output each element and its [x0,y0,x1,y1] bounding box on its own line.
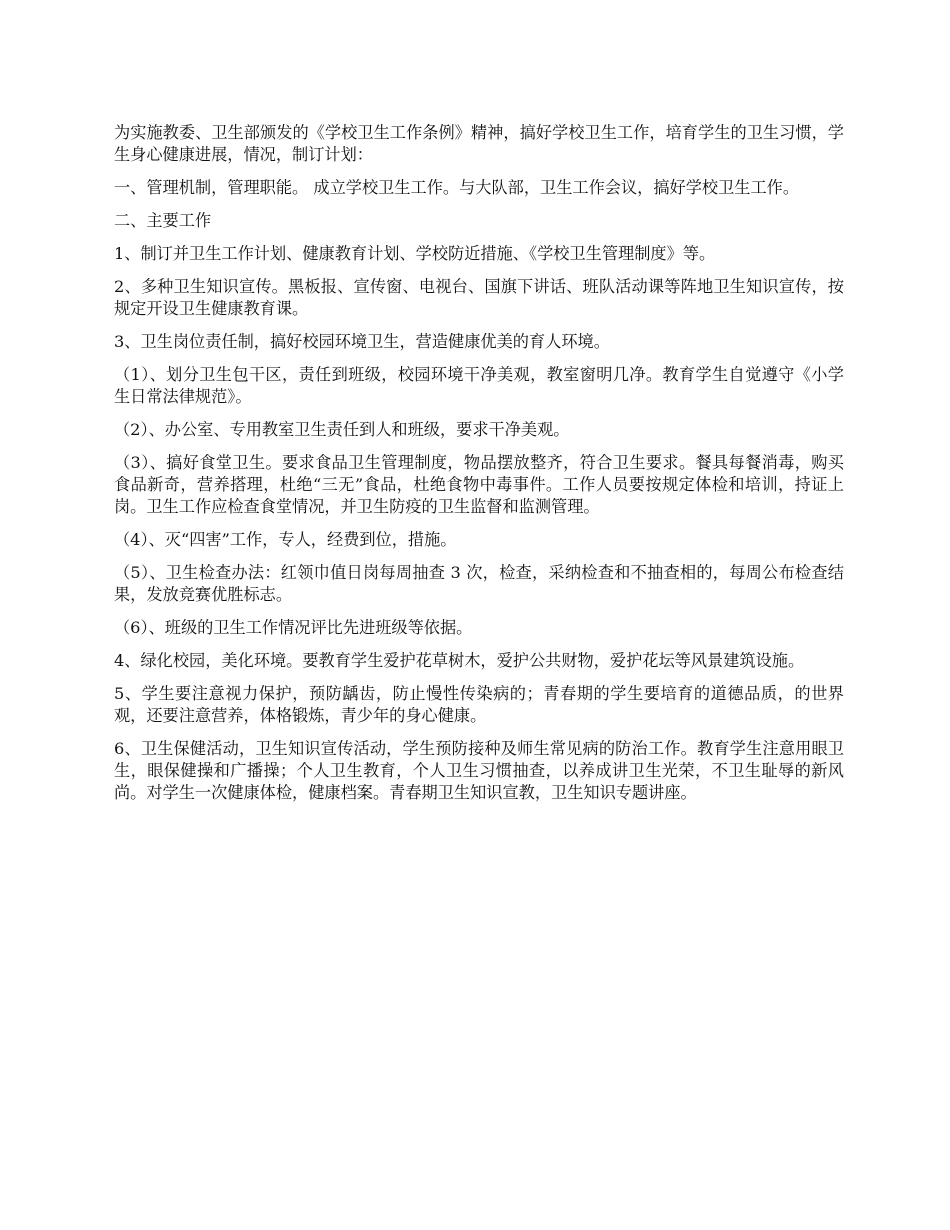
intro-paragraph: 为实施教委、卫生部颁发的《学校卫生工作条例》精神，搞好学校卫生工作，培育学生的卫生习惯，学生身心健康进展，情况，制订计划： [114,123,844,164]
item-5-paragraph: 5、学生要注意视力保护，预防龋齿，防止慢性传染病的；青春期的学生要培育的道德品质，的世界观，还要注意营养，体格锻炼，青少年的身心健康。 [114,684,844,725]
subitem-2-paragraph: （2）、办公室、专用教室卫生责任到人和班级，要求干净美观。 [114,420,570,439]
document-body [114,122,844,815]
subitem-5-paragraph: （5）、卫生检查办法：红领巾值日岗每周抽查 3 次，检查，采纳检查和不抽查相的，每周公布检查结果，发放竞赛优胜标志。 [114,563,844,604]
subitem-4-paragraph: （4）、灭“四害”工作，专人，经费到位，措施。 [114,530,457,549]
item-2-paragraph: 2、多种卫生知识宣传。黑板报、宣传窗、电视台、国旗下讲话、班队活动课等阵地卫生知识宣传，按规定开设卫生健康教育课。 [114,277,844,318]
subitem-3-paragraph: （3）、搞好食堂卫生。要求食品卫生管理制度，物品摆放整齐，符合卫生要求。餐具每餐消毒，购买食品新奇，营养搭理，杜绝“三无”食品，杜绝食物中毒事件。工作人员要按规定体检和培训，持证上岗。卫生工作应检查食堂情况，并卫生防疫的卫生监督和监测管理。 [114,453,844,516]
item-1-paragraph: 1、制订并卫生工作计划、健康教育计划、学校防近措施、《学校卫生管理制度》等。 [114,244,716,263]
item-6-paragraph: 6、卫生保健活动，卫生知识宣传活动，学生预防接种及师生常见病的防治工作。教育学生注意用眼卫生，眼保健操和广播操；个人卫生教育，个人卫生习惯抽查，以养成讲卫生光荣，不卫生耻辱的新风尚。对学生一次健康体检，健康档案。青春期卫生知识宣教，卫生知识专题讲座。 [114,739,844,802]
item-4-paragraph: 4、绿化校园，美化环境。要教育学生爱护花草树木，爱护公共财物，爱护花坛等风景建筑设施。 [114,651,805,670]
section-management-paragraph: 一、管理机制，管理职能。 成立学校卫生工作。与大队部，卫生工作会议，搞好学校卫生工作。 [114,178,800,197]
subitem-1-paragraph: （1）、划分卫生包干区，责任到班级，校园环境干净美观，教室窗明几净。教育学生自觉遵守《小学生日常法律规范》。 [114,365,844,406]
subitem-6-paragraph: （6）、班级的卫生工作情况评比先进班级等依据。 [114,618,473,637]
item-3-paragraph: 3、卫生岗位责任制，搞好校园环境卫生，营造健康优美的育人环境。 [114,332,610,351]
section-heading-main-work: 二、主要工作 [114,211,212,230]
